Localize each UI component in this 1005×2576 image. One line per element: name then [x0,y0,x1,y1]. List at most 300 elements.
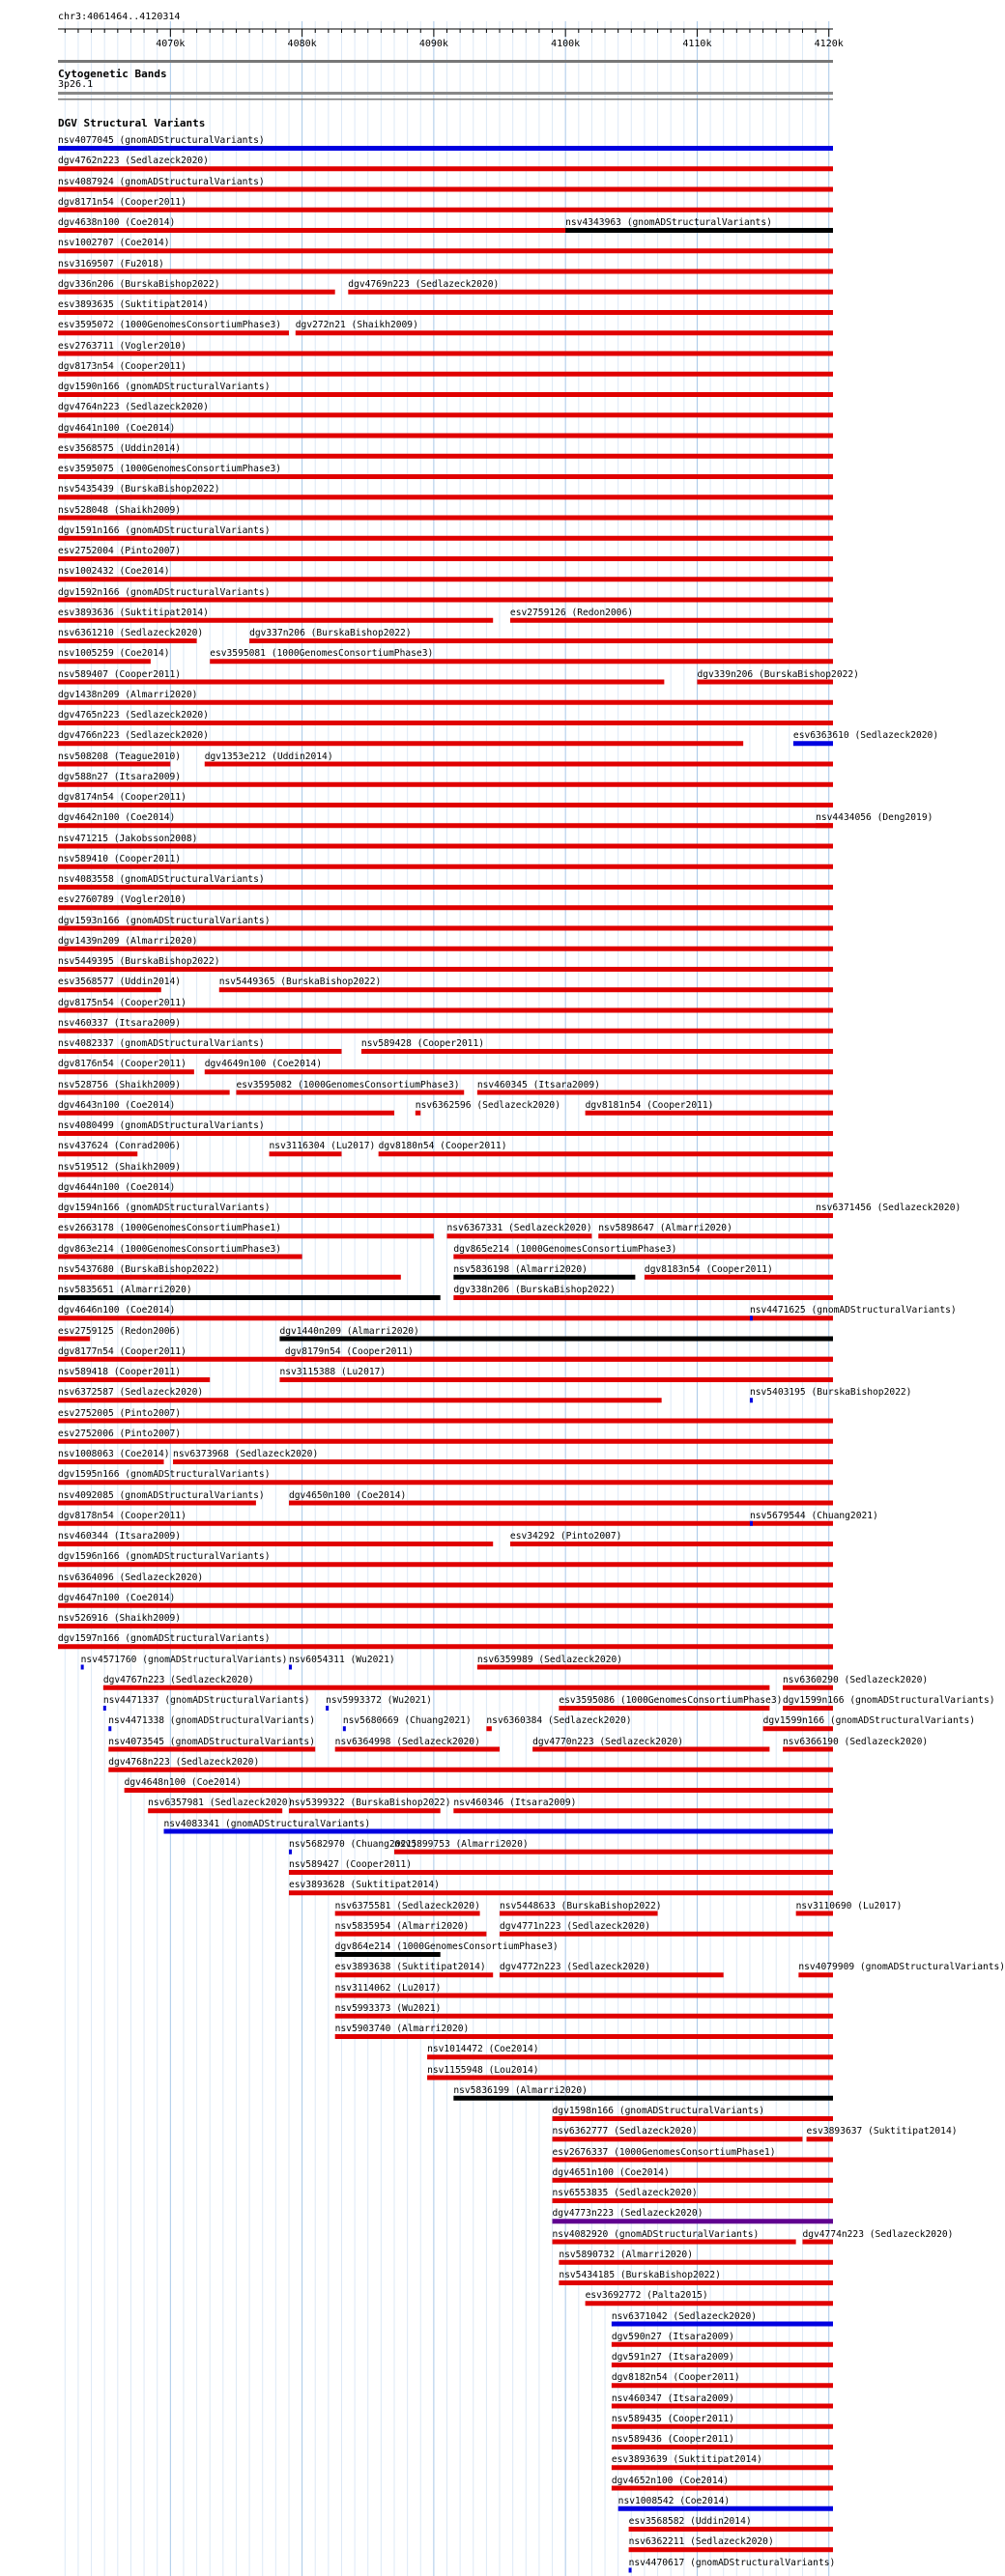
sv-feature-label[interactable]: dgv8182n54 (Cooper2011) [611,2372,740,2384]
sv-feature-bar[interactable] [58,618,493,623]
sv-feature-label[interactable]: nsv6367331 (Sedlazeck2020) [446,1223,592,1234]
sv-feature-bar[interactable] [559,2260,833,2265]
sv-feature-label[interactable]: nsv1002432 (Coe2014) [58,566,170,578]
sv-feature-label[interactable]: dgv336n206 (BurskaBishop2022) [58,278,220,290]
sv-feature-label[interactable]: nsv6371456 (Sedlazeck2020) [816,1203,962,1213]
sv-feature-label[interactable]: esv2752005 (Pinto2007) [58,1407,182,1419]
sv-feature-label[interactable]: nsv589435 (Cooper2011) [611,2413,734,2424]
sv-feature-bar[interactable] [477,1090,833,1095]
sv-feature-label[interactable]: nsv1014472 (Coe2014) [427,2044,539,2055]
sv-feature-bar[interactable] [58,1233,434,1238]
sv-feature-bar[interactable] [361,1049,833,1054]
sv-feature-label[interactable]: esv3893638 (Suktitipat2014) [334,1962,486,1973]
sv-feature-label[interactable]: dgv8180n54 (Cooper2011) [378,1141,507,1152]
sv-feature-label[interactable]: dgv4767n223 (Sedlazeck2020) [102,1674,254,1685]
sv-feature-bar[interactable] [296,330,833,335]
sv-feature-bar[interactable] [802,2240,833,2245]
sv-feature-bar[interactable] [236,1090,464,1095]
sv-feature-label[interactable]: esv2759126 (Redon2006) [509,607,633,618]
sv-feature-bar[interactable] [58,1398,662,1402]
sv-feature-bar[interactable] [58,947,833,951]
sv-feature-bar[interactable] [58,1583,833,1588]
sv-feature-bar[interactable] [58,1377,210,1382]
sv-feature-bar[interactable] [289,1870,833,1875]
sv-feature-label[interactable]: dgv4650n100 (Coe2014) [288,1489,407,1501]
sv-feature-label[interactable]: dgv337n206 (BurskaBishop2022) [249,628,412,638]
sv-feature-bar[interactable] [58,782,833,787]
sv-feature-bar[interactable] [697,680,833,685]
sv-feature-label[interactable]: nsv589418 (Cooper2011) [58,1367,182,1377]
sv-feature-label[interactable]: nsv4343963 (gnomADStructuralVariants) [565,217,772,228]
sv-feature-bar[interactable] [58,372,833,377]
sv-feature-label[interactable]: nsv528756 (Shaikh2009) [58,1079,182,1090]
sv-feature-label[interactable]: nsv589427 (Cooper2011) [288,1859,413,1870]
sv-feature-label[interactable]: esv3893635 (Suktitipat2014) [58,299,209,310]
sv-feature-bar[interactable] [58,741,743,746]
sv-feature-bar[interactable] [348,290,833,295]
sv-feature-label[interactable]: nsv6364096 (Sedlazeck2020) [58,1571,204,1583]
sv-feature-label[interactable]: nsv589407 (Cooper2011) [58,668,182,680]
sv-feature-label[interactable]: nsv526916 (Shaikh2009) [58,1613,182,1624]
sv-feature-label[interactable]: dgv4641n100 (Coe2014) [58,422,176,434]
sv-feature-label[interactable]: nsv460346 (Itsara2009) [453,1798,577,1809]
sv-feature-bar[interactable] [279,1377,833,1382]
sv-feature-label[interactable]: nsv4077045 (gnomADStructuralVariants) [58,135,265,146]
sv-feature-bar[interactable] [486,1726,491,1731]
sv-feature-label[interactable]: nsv3110690 (Lu2017) [795,1900,903,1911]
sv-feature-bar[interactable] [612,2342,833,2347]
sv-feature-bar[interactable] [58,1624,833,1628]
sv-feature-bar[interactable] [58,269,833,274]
sv-feature-label[interactable]: dgv591n27 (Itsara2009) [611,2352,734,2363]
sv-feature-bar[interactable] [379,1151,833,1156]
sv-feature-label[interactable]: esv3893636 (Suktitipat2014) [58,607,209,618]
sv-feature-bar[interactable] [793,741,833,746]
sv-feature-bar[interactable] [553,2219,833,2223]
sv-feature-label[interactable]: nsv4083558 (gnomADStructuralVariants) [58,874,265,885]
sv-feature-label[interactable]: nsv4082920 (gnomADStructuralVariants) [552,2228,760,2240]
sv-feature-label[interactable]: nsv5993373 (Wu2021) [334,2002,442,2014]
sv-feature-label[interactable]: esv2763711 (Vogler2010) [58,340,187,352]
sv-feature-bar[interactable] [553,2158,833,2163]
sv-feature-label[interactable]: nsv5835651 (Almarri2020) [58,1285,192,1295]
sv-feature-label[interactable]: esv2760789 (Vogler2010) [58,894,187,906]
sv-feature-label[interactable]: dgv588n27 (Itsara2009) [58,771,182,782]
sv-feature-bar[interactable] [335,1911,480,1916]
sv-feature-label[interactable]: nsv6360290 (Sedlazeck2020) [783,1674,929,1685]
sv-feature-bar[interactable] [427,2076,833,2081]
sv-feature-bar[interactable] [612,2383,833,2388]
sv-feature-label[interactable]: esv3893639 (Suktitipat2014) [611,2454,762,2466]
sv-feature-label[interactable]: dgv4771n223 (Sedlazeck2020) [500,1920,650,1932]
sv-feature-bar[interactable] [58,1337,90,1342]
sv-feature-label[interactable]: nsv5835954 (Almarri2020) [334,1920,470,1932]
sv-feature-bar[interactable] [58,1008,833,1013]
sv-feature-bar[interactable] [58,844,833,849]
sv-feature-bar[interactable] [453,1295,833,1300]
sv-feature-label[interactable]: nsv5435439 (BurskaBishop2022) [58,484,220,495]
sv-feature-label[interactable]: dgv4765n223 (Sedlazeck2020) [58,710,209,721]
sv-feature-bar[interactable] [559,1706,769,1711]
sv-feature-bar[interactable] [58,987,161,992]
sv-feature-bar[interactable] [335,1952,441,1957]
sv-feature-label[interactable]: nsv5993372 (Wu2021) [326,1695,432,1706]
sv-feature-bar[interactable] [750,1521,753,1526]
sv-feature-label[interactable]: dgv1591n166 (gnomADStructuralVariants) [58,524,271,536]
sv-feature-bar[interactable] [586,2301,833,2306]
sv-feature-label[interactable]: dgv1353e212 (Uddin2014) [204,750,333,762]
sv-feature-label[interactable]: nsv5434185 (BurskaBishop2022) [559,2270,721,2280]
sv-feature-bar[interactable] [612,2363,833,2367]
sv-feature-bar[interactable] [58,392,833,397]
sv-feature-bar[interactable] [103,1685,770,1690]
sv-feature-label[interactable]: nsv589428 (Cooper2011) [360,1038,484,1049]
sv-feature-label[interactable]: nsv5899753 (Almarri2020) [394,1838,529,1850]
sv-feature-label[interactable]: dgv8175n54 (Cooper2011) [58,997,187,1008]
sv-feature-bar[interactable] [58,454,833,459]
sv-feature-label[interactable]: esv2759125 (Redon2006) [58,1325,182,1337]
sv-feature-bar[interactable] [58,577,833,581]
sv-feature-label[interactable]: nsv4079909 (gnomADStructuralVariants) [798,1962,1005,1973]
sv-feature-label[interactable]: esv3893637 (Suktitipat2014) [806,2126,958,2137]
sv-feature-bar[interactable] [58,1173,833,1177]
sv-feature-bar[interactable] [289,1850,292,1854]
sv-feature-label[interactable]: nsv589410 (Cooper2011) [58,853,182,864]
sv-feature-label[interactable]: nsv5836199 (Almarri2020) [453,2084,588,2096]
sv-feature-bar[interactable] [58,352,833,356]
sv-feature-label[interactable]: dgv4764n223 (Sedlazeck2020) [58,402,209,413]
sv-feature-bar[interactable] [205,1069,833,1074]
sv-feature-bar[interactable] [58,146,833,151]
sv-feature-label[interactable]: nsv4087924 (gnomADStructuralVariants) [58,176,265,187]
sv-feature-bar[interactable] [289,1665,292,1670]
sv-feature-bar[interactable] [586,1111,833,1116]
sv-feature-label[interactable]: nsv4080499 (gnomADStructuralVariants) [58,1120,265,1131]
sv-feature-bar[interactable] [58,1111,394,1116]
sv-feature-label[interactable]: dgv4773n223 (Sedlazeck2020) [552,2208,704,2220]
sv-feature-bar[interactable] [598,1233,833,1238]
sv-feature-label[interactable]: dgv4642n100 (Coe2014) [58,812,176,824]
sv-feature-bar[interactable] [477,1665,833,1670]
sv-feature-bar[interactable] [58,1029,833,1033]
sv-feature-label[interactable]: nsv5898647 (Almarri2020) [598,1223,732,1234]
sv-feature-bar[interactable] [453,1275,635,1280]
sv-feature-label[interactable]: nsv4434056 (Deng2019) [816,812,933,824]
sv-feature-label[interactable]: nsv460337 (Itsara2009) [58,1017,182,1029]
sv-feature-bar[interactable] [58,1459,164,1464]
sv-feature-bar[interactable] [612,2465,833,2470]
sv-feature-label[interactable]: nsv5403195 (BurskaBishop2022) [749,1387,912,1399]
sv-feature-bar[interactable] [58,1501,256,1506]
sv-feature-bar[interactable] [249,638,833,643]
sv-feature-bar[interactable] [164,1829,833,1834]
sv-feature-bar[interactable] [58,700,833,705]
sv-feature-bar[interactable] [510,618,833,623]
sv-feature-bar[interactable] [532,1747,769,1752]
sv-feature-bar[interactable] [553,2137,803,2141]
sv-feature-bar[interactable] [58,208,833,212]
sv-feature-bar[interactable] [559,2280,833,2285]
sv-feature-label[interactable]: nsv6373968 (Sedlazeck2020) [173,1449,319,1459]
sv-feature-label[interactable]: dgv1597n166 (gnomADStructuralVariants) [58,1633,271,1645]
sv-feature-bar[interactable] [394,1850,833,1854]
sv-feature-label[interactable]: dgv4762n223 (Sedlazeck2020) [58,156,209,167]
sv-feature-bar[interactable] [58,536,833,541]
sv-feature-bar[interactable] [553,2178,833,2183]
sv-feature-bar[interactable] [453,2096,833,2101]
sv-feature-bar[interactable] [500,1911,658,1916]
sv-feature-bar[interactable] [58,1193,833,1198]
sv-feature-bar[interactable] [612,2424,833,2429]
sv-feature-label[interactable]: nsv6372587 (Sedlazeck2020) [58,1387,204,1399]
sv-feature-label[interactable]: nsv6359989 (Sedlazeck2020) [476,1654,623,1665]
sv-feature-label[interactable]: nsv5449365 (BurskaBishop2022) [218,977,382,988]
sv-feature-label[interactable]: nsv3114062 (Lu2017) [334,1982,442,1994]
sv-feature-bar[interactable] [629,2568,632,2573]
sv-feature-label[interactable]: dgv8181n54 (Cooper2011) [585,1099,714,1111]
sv-feature-bar[interactable] [58,1419,833,1424]
sv-feature-label[interactable]: dgv8179n54 (Cooper2011) [284,1345,414,1357]
sv-feature-label[interactable]: dgv4646n100 (Coe2014) [58,1305,176,1316]
sv-feature-label[interactable]: nsv5836198 (Almarri2020) [453,1263,588,1275]
sv-feature-label[interactable]: dgv8171n54 (Cooper2011) [58,196,187,208]
sv-feature-label[interactable]: dgv338n206 (BurskaBishop2022) [453,1285,616,1295]
sv-feature-label[interactable]: nsv519512 (Shaikh2009) [58,1161,182,1173]
sv-feature-label[interactable]: dgv1598n166 (gnomADStructuralVariants) [552,2106,765,2116]
sv-feature-label[interactable]: dgv8176n54 (Cooper2011) [58,1059,187,1070]
sv-feature-bar[interactable] [335,1972,494,1977]
sv-feature-bar[interactable] [58,762,170,767]
sv-feature-bar[interactable] [763,1726,833,1731]
sv-feature-bar[interactable] [798,1972,833,1977]
sv-feature-label[interactable]: nsv471215 (Jakobsson2008) [58,833,198,844]
sv-feature-bar[interactable] [58,412,833,417]
sv-feature-bar[interactable] [58,905,833,910]
sv-feature-bar[interactable] [645,1275,833,1280]
sv-feature-label[interactable]: nsv5449395 (BurskaBishop2022) [58,956,220,967]
sv-feature-bar[interactable] [58,926,833,931]
sv-feature-label[interactable]: esv3595072 (1000GenomesConsortiumPhase3) [58,320,282,331]
sv-feature-label[interactable]: esv3595081 (1000GenomesConsortiumPhase3) [210,648,434,660]
sv-feature-label[interactable]: nsv5903740 (Almarri2020) [334,2024,470,2034]
sv-feature-bar[interactable] [565,228,833,233]
sv-feature-label[interactable]: esv2752006 (Pinto2007) [58,1428,182,1439]
sv-feature-label[interactable]: nsv1008542 (Coe2014) [617,2495,731,2506]
sv-feature-label[interactable]: nsv4470617 (gnomADStructuralVariants) [628,2557,836,2568]
sv-feature-bar[interactable] [108,1768,833,1772]
sv-feature-bar[interactable] [58,1439,833,1444]
sv-feature-bar[interactable] [270,1151,342,1156]
sv-feature-bar[interactable] [58,556,833,561]
sv-feature-label[interactable]: esv3568575 (Uddin2014) [58,442,182,454]
sv-feature-bar[interactable] [289,1808,441,1813]
sv-feature-label[interactable]: dgv4772n223 (Sedlazeck2020) [500,1962,650,1973]
sv-feature-label[interactable]: dgv865e214 (1000GenomesConsortiumPhase3) [453,1243,677,1255]
sv-feature-label[interactable]: esv2752004 (Pinto2007) [58,546,182,556]
sv-feature-bar[interactable] [612,2322,833,2327]
sv-feature-bar[interactable] [103,1706,106,1711]
sv-feature-label[interactable]: nsv5399322 (BurskaBishop2022) [288,1798,451,1809]
sv-feature-bar[interactable] [58,1480,833,1485]
sv-feature-bar[interactable] [58,659,151,664]
sv-feature-label[interactable]: dgv8183n54 (Cooper2011) [644,1263,773,1275]
sv-feature-bar[interactable] [783,1706,833,1711]
sv-feature-bar[interactable] [453,1808,833,1813]
sv-feature-bar[interactable] [58,1049,341,1054]
sv-feature-bar[interactable] [58,967,833,972]
sv-feature-bar[interactable] [58,598,833,603]
sv-feature-label[interactable]: nsv528048 (Shaikh2009) [58,504,182,516]
sv-feature-label[interactable]: nsv5890732 (Almarri2020) [559,2249,693,2260]
sv-feature-bar[interactable] [553,2240,796,2245]
sv-feature-bar[interactable] [205,762,833,767]
sv-feature-bar[interactable] [173,1459,833,1464]
sv-feature-label[interactable]: dgv272n21 (Shaikh2009) [295,320,418,331]
sv-feature-label[interactable]: nsv3169507 (Fu2018) [58,258,164,269]
sv-feature-bar[interactable] [750,1316,753,1320]
sv-feature-label[interactable]: dgv864e214 (1000GenomesConsortiumPhase3) [334,1941,559,1952]
sv-feature-label[interactable]: nsv5682970 (Chuang2021) [288,1838,417,1850]
sv-feature-label[interactable]: nsv6364998 (Sedlazeck2020) [334,1736,480,1747]
sv-feature-label[interactable]: esv3595082 (1000GenomesConsortiumPhase3) [236,1079,460,1090]
sv-feature-label[interactable]: dgv4768n223 (Sedlazeck2020) [108,1756,260,1768]
sv-feature-label[interactable]: esv2676337 (1000GenomesConsortiumPhase1) [552,2146,776,2158]
sv-feature-label[interactable]: nsv4471625 (gnomADStructuralVariants) [749,1305,957,1316]
sv-feature-label[interactable]: dgv339n206 (BurskaBishop2022) [697,668,859,680]
sv-feature-bar[interactable] [807,2137,833,2141]
sv-feature-bar[interactable] [125,1788,833,1793]
sv-feature-bar[interactable] [58,1521,833,1526]
sv-feature-label[interactable]: esv34292 (Pinto2007) [509,1531,622,1542]
sv-feature-label[interactable]: dgv4643n100 (Coe2014) [58,1099,176,1111]
sv-feature-label[interactable]: esv3595075 (1000GenomesConsortiumPhase3) [58,464,282,474]
sv-feature-label[interactable]: dgv4770n223 (Sedlazeck2020) [532,1736,684,1747]
sv-feature-bar[interactable] [289,1890,833,1895]
sv-feature-bar[interactable] [58,248,833,253]
sv-feature-bar[interactable] [58,823,833,828]
sv-feature-bar[interactable] [58,166,833,171]
sv-feature-bar[interactable] [335,2014,833,2019]
sv-feature-bar[interactable] [279,1337,833,1342]
sv-feature-label[interactable]: dgv4644n100 (Coe2014) [58,1181,176,1193]
sv-feature-bar[interactable] [219,987,833,992]
sv-feature-label[interactable]: nsv4083341 (gnomADStructuralVariants) [163,1818,371,1829]
sv-feature-bar[interactable] [816,823,833,828]
sv-feature-label[interactable]: esv3893628 (Suktitipat2014) [288,1880,440,1891]
sv-feature-bar[interactable] [500,1972,724,1977]
sv-feature-label[interactable]: esv3568582 (Uddin2014) [628,2516,752,2527]
sv-feature-label[interactable]: nsv6357981 (Sedlazeck2020) [148,1798,294,1809]
sv-feature-label[interactable]: dgv4652n100 (Coe2014) [611,2475,730,2486]
sv-feature-label[interactable]: dgv4766n223 (Sedlazeck2020) [58,730,209,742]
sv-feature-label[interactable]: nsv1002707 (Coe2014) [58,238,170,249]
sv-feature-bar[interactable] [783,1747,833,1752]
sv-feature-label[interactable]: nsv6360384 (Sedlazeck2020) [486,1715,632,1727]
sv-feature-bar[interactable] [335,1932,487,1937]
sv-feature-bar[interactable] [58,330,289,335]
sv-feature-label[interactable]: dgv1440n209 (Almarri2020) [279,1325,419,1337]
sv-feature-label[interactable]: nsv4092085 (gnomADStructuralVariants) [58,1489,265,1501]
sv-feature-bar[interactable] [58,721,833,725]
sv-feature-bar[interactable] [343,1726,346,1731]
sv-feature-label[interactable]: dgv1438n209 (Almarri2020) [58,689,198,700]
sv-feature-bar[interactable] [453,1255,833,1260]
sv-feature-bar[interactable] [58,885,833,890]
sv-feature-bar[interactable] [58,1644,833,1649]
sv-feature-bar[interactable] [58,310,833,315]
sv-feature-label[interactable]: esv3595086 (1000GenomesConsortiumPhase3) [559,1695,783,1706]
sv-feature-label[interactable]: dgv1439n209 (Almarri2020) [58,935,198,947]
sv-feature-bar[interactable] [326,1706,329,1711]
sv-feature-bar[interactable] [796,1911,833,1916]
sv-feature-bar[interactable] [500,1932,833,1937]
sv-feature-label[interactable]: dgv8173n54 (Cooper2011) [58,360,187,372]
sv-feature-label[interactable]: nsv6361210 (Sedlazeck2020) [58,628,204,638]
sv-feature-label[interactable]: nsv6366190 (Sedlazeck2020) [783,1736,929,1747]
sv-feature-label[interactable]: nsv1008063 (Coe2014) [58,1449,170,1459]
sv-feature-label[interactable]: nsv1005259 (Coe2014) [58,648,170,660]
sv-feature-bar[interactable] [58,1069,194,1074]
sv-feature-bar[interactable] [816,1213,833,1218]
sv-feature-bar[interactable] [148,1808,282,1813]
sv-feature-bar[interactable] [750,1398,753,1402]
sv-feature-label[interactable]: dgv4647n100 (Coe2014) [58,1592,176,1603]
sv-feature-bar[interactable] [612,2486,833,2491]
sv-feature-label[interactable]: esv3568577 (Uddin2014) [58,977,182,988]
sv-feature-label[interactable]: nsv4073545 (gnomADStructuralVariants) [108,1736,315,1747]
sv-feature-bar[interactable] [58,1213,833,1218]
sv-feature-bar[interactable] [612,2404,833,2409]
sv-feature-bar[interactable] [58,864,833,869]
sv-feature-label[interactable]: nsv6553835 (Sedlazeck2020) [552,2188,698,2198]
sv-feature-label[interactable]: dgv1592n166 (gnomADStructuralVariants) [58,586,271,598]
sv-feature-label[interactable]: nsv460344 (Itsara2009) [58,1531,182,1542]
sv-feature-label[interactable]: dgv4774n223 (Sedlazeck2020) [802,2228,954,2240]
sv-feature-bar[interactable] [553,2116,833,2121]
sv-feature-label[interactable]: dgv1593n166 (gnomADStructuralVariants) [58,915,271,926]
sv-feature-bar[interactable] [289,1501,833,1506]
sv-feature-bar[interactable] [58,474,833,479]
sv-feature-label[interactable]: dgv8174n54 (Cooper2011) [58,792,187,803]
sv-feature-bar[interactable] [510,1542,833,1546]
sv-feature-label[interactable]: dgv1599n166 (gnomADStructuralVariants) [762,1715,976,1727]
sv-feature-label[interactable]: dgv8177n54 (Cooper2011) [58,1345,187,1357]
sv-feature-label[interactable]: dgv4638n100 (Coe2014) [58,217,176,228]
dgv-track-title[interactable]: DGV Structural Variants [58,117,206,129]
sv-feature-label[interactable]: dgv590n27 (Itsara2009) [611,2331,734,2342]
sv-feature-label[interactable]: dgv1594n166 (gnomADStructuralVariants) [58,1203,271,1213]
sv-feature-label[interactable]: nsv4471337 (gnomADStructuralVariants) [102,1695,310,1706]
sv-feature-bar[interactable] [447,1233,592,1238]
sv-feature-label[interactable]: nsv6362211 (Sedlazeck2020) [628,2536,774,2548]
sv-feature-bar[interactable] [108,1726,111,1731]
sv-feature-bar[interactable] [58,1295,441,1300]
sv-feature-bar[interactable] [81,1665,84,1670]
sv-feature-bar[interactable] [335,1747,500,1752]
sv-feature-bar[interactable] [612,2445,833,2449]
sv-feature-label[interactable]: nsv4082337 (gnomADStructuralVariants) [58,1038,265,1049]
sv-feature-label[interactable]: nsv5448633 (BurskaBishop2022) [500,1900,662,1911]
sv-feature-bar[interactable] [58,1255,302,1260]
sv-feature-bar[interactable] [58,803,833,807]
sv-feature-bar[interactable] [783,1685,833,1690]
sv-feature-bar[interactable] [58,434,833,439]
sv-feature-bar[interactable] [285,1357,833,1362]
sv-feature-label[interactable]: nsv6362596 (Sedlazeck2020) [415,1099,560,1111]
sv-feature-bar[interactable] [210,659,833,664]
sv-feature-bar[interactable] [335,1994,833,1998]
sv-feature-label[interactable]: nsv460345 (Itsara2009) [476,1079,600,1090]
